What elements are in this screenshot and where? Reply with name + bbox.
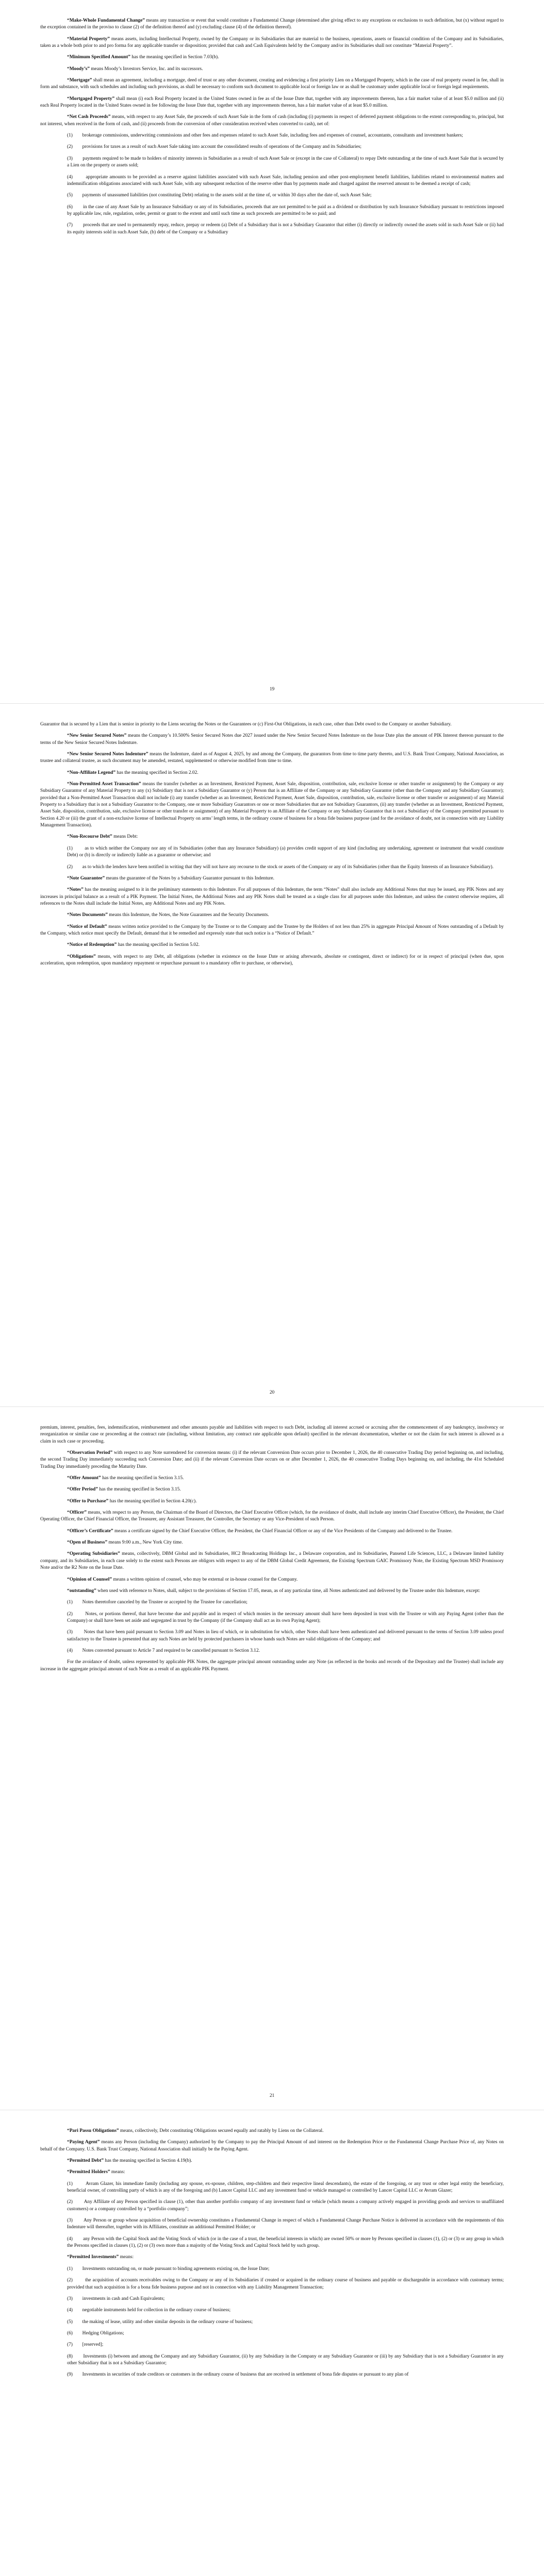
list-clause: (6) Hedging Obligations; [67, 2330, 124, 2336]
list-clause: (5) payments of unassumed liabilities (not constituting Debt) relating to the assets sold at the time of, or within 30 days after the date of, such Asset Sale; [67, 193, 372, 198]
list-clause: (8) Investments (i) between and among the Company and any Subsidiary Guarantor, (ii) by any Subsidiary in the Company or any Subsidiary Guarantor or (iii) by any Subsidiary that is not a Subsidiary Guarantor in any other Subsidiary that is not a Subsidiary Guarantor; [67, 2353, 504, 2366]
list-clause: (3) Notes that have been paid pursuant to Section 3.09 and Notes in lieu of which, or in substitution for which, other Notes shall have been authenticated and delivered pursuant to the terms of Section 3.09 unless proof satisfactory to the Trustee is presented that any such Notes are held by protected purchasers in whose hands such Notes are valid obligations of the Company; and [67, 1630, 504, 1642]
list-clause: (2) as to which the lenders have been notified in writing that they will not have any recourse to the stock or assets of the Company or any of its Subsidiaries (other than the Equity Interests of an Insurance Subsidiary). [67, 864, 494, 870]
defined-term: “Permitted Investments” [67, 2255, 119, 2260]
definition-text: when used with reference to Notes, shall, subject to the provisions of Section 17.05, mean, as of any particular time, all Notes authenticated and delivered by the Trustee under this Indenture, except: [96, 1588, 481, 1594]
definition-text: means any transaction or event that would constitute a Fundamental Change (determined after giving effect to any exceptions or exclusions to such definition, but (x) without regard to the exception contained in the proviso to clause (2) of the definition thereof and (y) excluding clause (4) of the definition thereof). [40, 18, 504, 30]
defined-term: “Obligations” [67, 954, 96, 959]
list-clause: (2) provisions for taxes as a result of such Asset Sale taking into account the consolidated results of operations of the Company and its Subsidiaries; [67, 144, 361, 150]
definition-paragraph [40, 751, 504, 765]
defined-term: “Paying Agent” [67, 2140, 100, 2145]
defined-term: “Permitted Debt” [67, 2158, 104, 2164]
defined-term: “Non-Affiliate Legend” [67, 770, 116, 775]
definition-text: means the transfer (whether as an Investment, Restricted Payment, Asset Sale, disposition, contribution, sale, exclusive license or other transfer or assignment) by the Company or any Subsidiary Guarantor of any Material Property to any (x) Subsidiary that is not a Subsidiary Guarantor or (y) Person that is an Affiliate of the Company or any Subsidiary Guarantor (other than the Company and any Subsidiary Guarantor); provided that a Non-Permitted Asset Transaction shall not include (i) any transfer (whether as an Investment, Restricted Payment, Asset Sale, disposition, contribution, sale, exclusive license or other transfer or assignment) of any Material Property to a Subsidiary that is not a Subsidiary Guarantor to the Company, one or more Subsidiary Guarantors or one or more Subsidiaries that are not Subsidiary Guarantors, (ii) any transfer (whether as an Investment, Restricted Payment, Asset Sale, disposition, contribution, sale, exclusive license or other transfer or assignment) of any Material Property to an Affiliate of the Company or any Subsidiary Guarantor that is not a Subsidiary of the Company permitted pursuant to Section 4.20 or (iii) the grant of a non-exclusive license of Intellectual Property on arms’ length terms, in the ordinary course of business for a bona fide business purpose (and for the avoidance of doubt, not in connection with any Liability Management Transaction). [40, 782, 504, 828]
definition-text: has the meaning specified in Section 2.02. [116, 770, 199, 775]
definition-paragraph [40, 96, 504, 110]
page-number: 20 [269, 1390, 275, 1395]
definition-paragraph [40, 54, 504, 61]
defined-term: “Offer Amount” [67, 1476, 101, 1481]
defined-term: “New Senior Secured Notes” [67, 733, 127, 739]
continuation-paragraph: Guarantor that is secured by a Lien that is senior in priority to the Liens securing the Notes or the Guarantees or (c) First-Out Obligations, in each case, other than Debt owed to the Company or another Subsidiary. [40, 722, 452, 727]
definition-paragraph [40, 1510, 504, 1523]
definition-text: means the guarantee of the Notes by a Subsidiary Guarantor pursuant to this Indenture. [105, 875, 274, 881]
definition-text: with respect to any Note surrendered for conversion means: (i) if the relevant Conversion Date occurs prior to December 1, 2026, the 40 consecutive Trading Day period beginning on, and including, the second Trading Day immediately succeeding such Conversion Date; and (ii) if the relevant Conversion Date occurs on or after December 1, 2026, the 40 consecutive Trading Days beginning on, and including, the 41st Scheduled Trading Day immediately preceding the Maturity Date. [40, 1450, 504, 1469]
definition-text: means Moody’s Investors Service, Inc. and its successors. [89, 66, 203, 72]
defined-term: “Pari Passu Obligations” [67, 2128, 119, 2133]
definition-text: means Debt: [112, 834, 138, 840]
list-clause: (1) Notes theretofore canceled by the Trustee or accepted by the Trustee for cancellation; [67, 1600, 248, 1605]
definition-paragraph [40, 1539, 504, 1546]
definition-text: means: [110, 2170, 125, 2175]
definition-text: means: [119, 2255, 134, 2260]
list-clause: (1) as to which neither the Company nor any of its Subsidiaries (other than any Insurance Subsidiary) (a) provides credit support of any kind (including any undertaking, agreement or instrument that would constitute Debt) or (b) is directly or indirectly liable as a guarantor or otherwise; and [67, 845, 504, 858]
defined-term: “Officer’s Certificate” [67, 1528, 113, 1534]
definition-text: means, with respect to any Debt, all obligations (whether in existence on the Issue Date or arising afterwards, absolute or contingent, direct or indirect) for or in respect of principal (when due, upon acceleration, upon redemption, upon mandatory repayment or repurchase pursuant to a mandatory offer to purchase, or otherwise), [40, 954, 504, 966]
list-clause: (1) Investments outstanding on, or made pursuant to binding agreements existing on, the Issue Date; [67, 2266, 270, 2272]
list-clause: (7) [reserved]; [67, 2342, 104, 2348]
defined-term: “Offer to Purchase” [67, 1498, 109, 1504]
definition-paragraph [40, 924, 504, 938]
definition-paragraph [40, 875, 504, 882]
definition-text: means the Indenture, dated as of August 4, 2025, by and among the Company, the guarantors from time to time party thereto, and U.S. Bank Trust Company, National Association, as trustee and collateral trustee, as such document may be amended, restated, supplemented or otherwise modified from time to time. [40, 752, 504, 764]
definition-paragraph [40, 77, 504, 91]
defined-term: “Non-Permitted Asset Transaction” [67, 782, 141, 787]
definition-text: shall mean an agreement, including a mortgage, deed of trust or any other document, creating and evidencing a first priority Lien on a Mortgaged Property, which in the case of real property owned in fee, shall in form and substance, with such schedules and including such provisions, as shall be necessary to conform such document to applicable local or foreign law or as shall be customary under applicable local or foreign legal requirements. [40, 78, 504, 90]
document-page [0, 0, 544, 703]
definition-paragraph [40, 887, 504, 907]
definition-paragraph [40, 2169, 504, 2176]
definition-text: means a certificate signed by the Chief Executive Officer, the President, the Chief Financial Officer or any of the Vice Presidents of the Company and delivered to the Trustee. [113, 1528, 453, 1534]
list-clause: (2) the acquisition of accounts receivables owing to the Company or any of its Subsidiaries if created or acquired in the ordinary course of business and payable or dischargeable in accordance with customary terms; provided that such acquisition is for a bona fide business purpose and not in connection with any Liability Management Transaction; [67, 2278, 504, 2290]
defined-term: “Officer” [67, 1510, 87, 1516]
definition-paragraph [40, 1498, 504, 1505]
defined-term: “Mortgaged Property” [67, 96, 115, 101]
defined-term: “Opinion of Counsel” [67, 1577, 112, 1582]
defined-term: “Notice of Default” [67, 924, 107, 929]
definition-paragraph [40, 18, 504, 31]
definition-text: has the meaning specified in Section 7.03(b). [130, 55, 219, 60]
definition-paragraph [40, 912, 504, 919]
defined-term: “Net Cash Proceeds” [67, 114, 111, 120]
definition-paragraph [40, 2128, 504, 2134]
page-number: 19 [269, 687, 275, 692]
continuation-paragraph: premium, interest, penalties, fees, indemnification, reimbursement and other amounts payable and liabilities with respect to such Debt, including all interest accrued or accruing after the commencement of any bankruptcy, insolvency or reorganization or similar case or proceeding at the contract rate (including, without limitation, any contract rate applicable upon default) specified in the relevant documentation, whether or not the claim for such interest is allowed as a claim in such case or proceeding. [40, 1425, 504, 1444]
definition-text: has the meaning specified in Section 4.19(b). [104, 2158, 192, 2164]
definition-text: means any Person (including the Company) authorized by the Company to pay the Principal Amount of and interest on the Redemption Price or the Fundamental Change Purchase Price of, any Notes on behalf of the Company. U.S. Bank Trust Company, National Association shall initially be the Paying Agent. [40, 2140, 504, 2152]
definition-text: means the Company’s 10.500% Senior Secured Notes due 2027 issued under the New Senior Secured Notes Indenture on the Issue Date plus the amount of PIK Interest thereon pursuant to the terms of the New Senior Secured Notes Indenture. [40, 733, 504, 745]
definition-text: means assets, including Intellectual Property, owned by the Company or its Subsidiaries that are material to the business, operations, assets or financial condition of the Company and its Subsidiaries, taken as a whole both prior to and pro forma for any applicable transfer or disposition; provided that cash and Cash Equivalents held by the Company and/or its Subsidiaries shall not constitute “Material Property”. [40, 36, 504, 49]
definition-paragraph [40, 36, 504, 50]
definition-text: has the meaning specified in Section 3.15. [97, 1487, 181, 1493]
defined-term: “Notice of Redemption” [67, 942, 117, 948]
definition-text: means, collectively, DBM Global and its Subsidiaries, HC2 Broadcasting Holdings Inc., a Delaware corporation, and its Subsidiaries, Pansend Life Sciences, LLC, a Delaware limited liability company, and its Subsidiaries, in each case solely to the extent such Persons are obligors with respect to any of the DBM Global Credit Agreement, the Existing Spectrum GAIC Promissory Note, the Existing Spectrum MSD Promissory Note and/or the R2 Note on the Issue Date. [40, 1551, 504, 1571]
definition-text: means, with respect to any Asset Sale, the proceeds of such Asset Sale in the form of cash (including (i) payments in respect of deferred payment obligations to the extent corresponding to, principal, but not interest, when received in the form of cash, and (ii) proceeds from the conversion of other consideration received when converted to cash), net of: [40, 114, 504, 127]
document-page [0, 703, 544, 1406]
defined-term: “Operating Subsidiaries” [67, 1551, 120, 1557]
list-clause: (4) Notes converted pursuant to Article 7 and required to be cancelled pursuant to Section 3.12. [67, 1648, 260, 1653]
definition-text: means this Indenture, the Notes, the Note Guarantees and the Security Documents. [107, 912, 269, 918]
defined-term: “Moody’s” [67, 66, 90, 72]
definition-paragraph [40, 1486, 504, 1493]
list-clause: (3) Any Person or group whose acquisition of beneficial ownership constitutes a Fundamental Change in respect of which a Fundamental Change Purchase Notice is delivered in accordance with the requirements of this Indenture will thereafter, together with its Affiliates, constitute an additional Permitted Holder; or [67, 2218, 504, 2230]
list-clause: (3) investments in cash and Cash Equivalents; [67, 2296, 165, 2301]
list-clause: (2) Any Affiliate of any Person specified in clause (1), other than another portfolio company of any investment fund or vehicle (which means a company actively engaged in providing goods and services to unaffiliated customers) or a company controlled by a “portfolio company”; [67, 2199, 504, 2212]
continuation-paragraph: For the avoidance of doubt, unless represented by applicable PIK Notes, the aggregate principal amount outstanding under any Note (as reflected in the books and records of the Depositary and the Trustee) shall include any increase in the aggregate principal amount of such Note as a result of an applicable PIK Payment. [40, 1659, 504, 1672]
definition-paragraph [40, 781, 504, 829]
definition-paragraph [40, 834, 504, 840]
definition-text: has the meaning specified in Section 4.20(c). [108, 1498, 197, 1504]
defined-term: “New Senior Secured Notes Indenture” [67, 752, 149, 757]
definition-paragraph [40, 1577, 504, 1583]
defined-term: “Permitted Holders” [67, 2170, 110, 2175]
list-clause: (3) payments required to be made to holders of minority interests in Subsidiaries as a result of such Asset Sale or (except in the case of Collateral) to repay Debt outstanding at the time of such Asset Sale that is secured by a Lien on the property or assets sold; [67, 156, 504, 168]
definition-text: shall mean (i) each Real Property located in the United States owned in fee as of the Issue Date that, together with any improvements thereon, has a fair market value of at least $5.0 million and (ii) each Real Property located in the United States owned in fee following the Issue Date that, together with any improvements thereon, has a fair market value of at least $5.0 million. [40, 96, 504, 109]
list-clause: (4) negotiable instruments held for collection in the ordinary course of business; [67, 2308, 231, 2313]
list-clause: (5) the making of lease, utility and other similar deposits in the ordinary course of business; [67, 2319, 253, 2325]
list-clause: (4) any Person with the Capital Stock and the Voting Stock of which (or in the case of a trust, the beneficial interests in which) are owned 50% or more by Persons specified in clauses (1), (2) or (3) or any group in which the Persons specified in clauses (1), (2) or (3) own more than a majority of the Voting Stock and Capital Stock held by such group. [67, 2236, 504, 2249]
definition-paragraph [40, 1528, 504, 1535]
page-number: 21 [269, 2093, 275, 2098]
definition-paragraph [40, 2254, 504, 2261]
defined-term: “Non-Recourse Debt” [67, 834, 112, 840]
defined-term: “Make-Whole Fundamental Change” [67, 18, 145, 23]
definition-text: means written notice provided to the Company by the Trustee or to the Company and the Trustee by the Holders of not less than 25% in aggregate Principal Amount of Notes outstanding of a Default by the Company, which notice must specify the Default, demand that it be remedied and expressly state that such notice is a “Notice of Default.” [40, 924, 504, 936]
definition-text: means a written opinion of counsel, who may be external or in-house counsel for the Company. [112, 1577, 298, 1582]
list-clause: (4) appropriate amounts to be provided as a reserve against liabilities associated with such Asset Sale, including pension and other post-employment benefit liabilities, liabilities related to environmental matters and indemnification obligations associated with such Asset Sale, with any subsequent reduction of the reserve other than by payments made and charged against the reserved amount to be deemed a receipt of cash; [67, 174, 504, 187]
list-clause: (1) brokerage commissions, underwriting commissions and other fees and expenses related to such Asset Sale, including fees and expenses of counsel, accountants, consultants and investment bankers; [67, 133, 464, 139]
list-clause: (1) Avram Glazer, his immediate family (including any spouse, ex-spouse, children, step-children and their respective lineal descendants), the estate of the foregoing, or any trust or other legal entity the beneficiary, beneficial owner, of controlling party of which is any of the foregoing and (b) Lancer Capital LLC and any investment fund or vehicle managed or controlled by Lancer Capital LLC or Avram Glazer; [67, 2181, 504, 2194]
defined-term: “outstanding” [67, 1588, 96, 1594]
definition-paragraph [40, 770, 504, 776]
defined-term: “Offer Period” [67, 1487, 98, 1493]
list-clause: (2) Notes, or portions thereof, that have become due and payable and in respect of which monies in the necessary amount shall have been deposited in trust with the Trustee or with any Paying Agent (other than the Company) or shall have been set aside and segregated in trust by the Company (if the Company shall act as its own Paying Agent); [67, 1611, 504, 1623]
definition-paragraph [40, 1588, 504, 1595]
definition-paragraph [40, 954, 504, 968]
definition-paragraph [40, 66, 504, 73]
definition-paragraph [40, 2139, 504, 2153]
document-page [0, 2110, 544, 2576]
definition-paragraph [40, 114, 504, 128]
definition-paragraph [40, 1450, 504, 1470]
definition-text: means, with respect to any Person, the Chairman of the Board of Directors, the Chief Executive Officer (which, for the avoidance of doubt, shall include any interim Chief Executive Officer), the President, the Chief Operating Officer, the Chief Financial Officer, the Treasurer, any Assistant Treasurer, the Controller, the Secretary or any Vice-President of such Person. [40, 1510, 504, 1522]
list-clause: (9) Investments in securities of trade creditors or customers in the ordinary course of business that are received in settlement of bona fide disputes or pursuant to any plan of [67, 2372, 409, 2378]
defined-term: “Mortgage” [67, 78, 92, 83]
defined-term: “Minimum Specified Amount” [67, 55, 130, 60]
definition-paragraph [40, 1551, 504, 1571]
defined-term: “Observation Period” [67, 1450, 113, 1456]
document-page [0, 1406, 544, 2110]
definition-paragraph [40, 733, 504, 747]
definition-text: means 9:00 a.m., New York City time. [107, 1540, 183, 1546]
defined-term: “Note Guarantee” [67, 875, 105, 881]
defined-term: “Material Property” [67, 36, 110, 42]
list-clause: (6) in the case of any Asset Sale by an Insurance Subsidiary or any of its Subsidiaries, proceeds that are not permitted to be paid as a dividend or distribution by such Insurance Subsidiary pursuant to restrictions imposed by applicable law, rule, regulation, order, permit or grant to the extent and until such time as such proceeds are permitted to be so paid; and [67, 204, 504, 216]
definition-paragraph [40, 2158, 504, 2164]
list-clause: (7) proceeds that are used to permanently repay, reduce, prepay or redeem (a) Debt of a Subsidiary that is not a Subsidiary Guarantor that either (i) directly or indirectly owned the assets sold in such Asset Sale or (ii) had its equity interests sold in such Asset Sale, (b) debt of the Company or a Subsidiary [67, 223, 504, 235]
defined-term: “Open of Business” [67, 1540, 108, 1546]
definition-text: has the meaning specified in Section 3.15. [101, 1476, 184, 1481]
definition-text: means, collectively, Debt constituting Obligations secured equally and ratably by Liens on the Collateral. [119, 2128, 324, 2133]
definition-text: has the meaning specified in Section 5.02. [117, 942, 200, 948]
definition-paragraph [40, 942, 504, 948]
defined-term: “Notes Documents” [67, 912, 108, 918]
definition-paragraph [40, 1475, 504, 1482]
defined-term: “Notes” [67, 887, 84, 893]
definition-text: has the meaning assigned to it in the preliminary statements to this Indenture. For all purposes of this Indenture, the term “Notes” shall also include any Additional Notes that may be issued, any PIK Notes and any increases in principal balance as a result of a PIK Payment. The Initial Notes, the Additional Notes and any PIK Notes shall be treated as a single class for all purposes under this Indenture, and unless the context otherwise requires, all references to the Notes shall include the Initial Notes, any Additional Notes and any PIK Notes. [40, 887, 504, 906]
